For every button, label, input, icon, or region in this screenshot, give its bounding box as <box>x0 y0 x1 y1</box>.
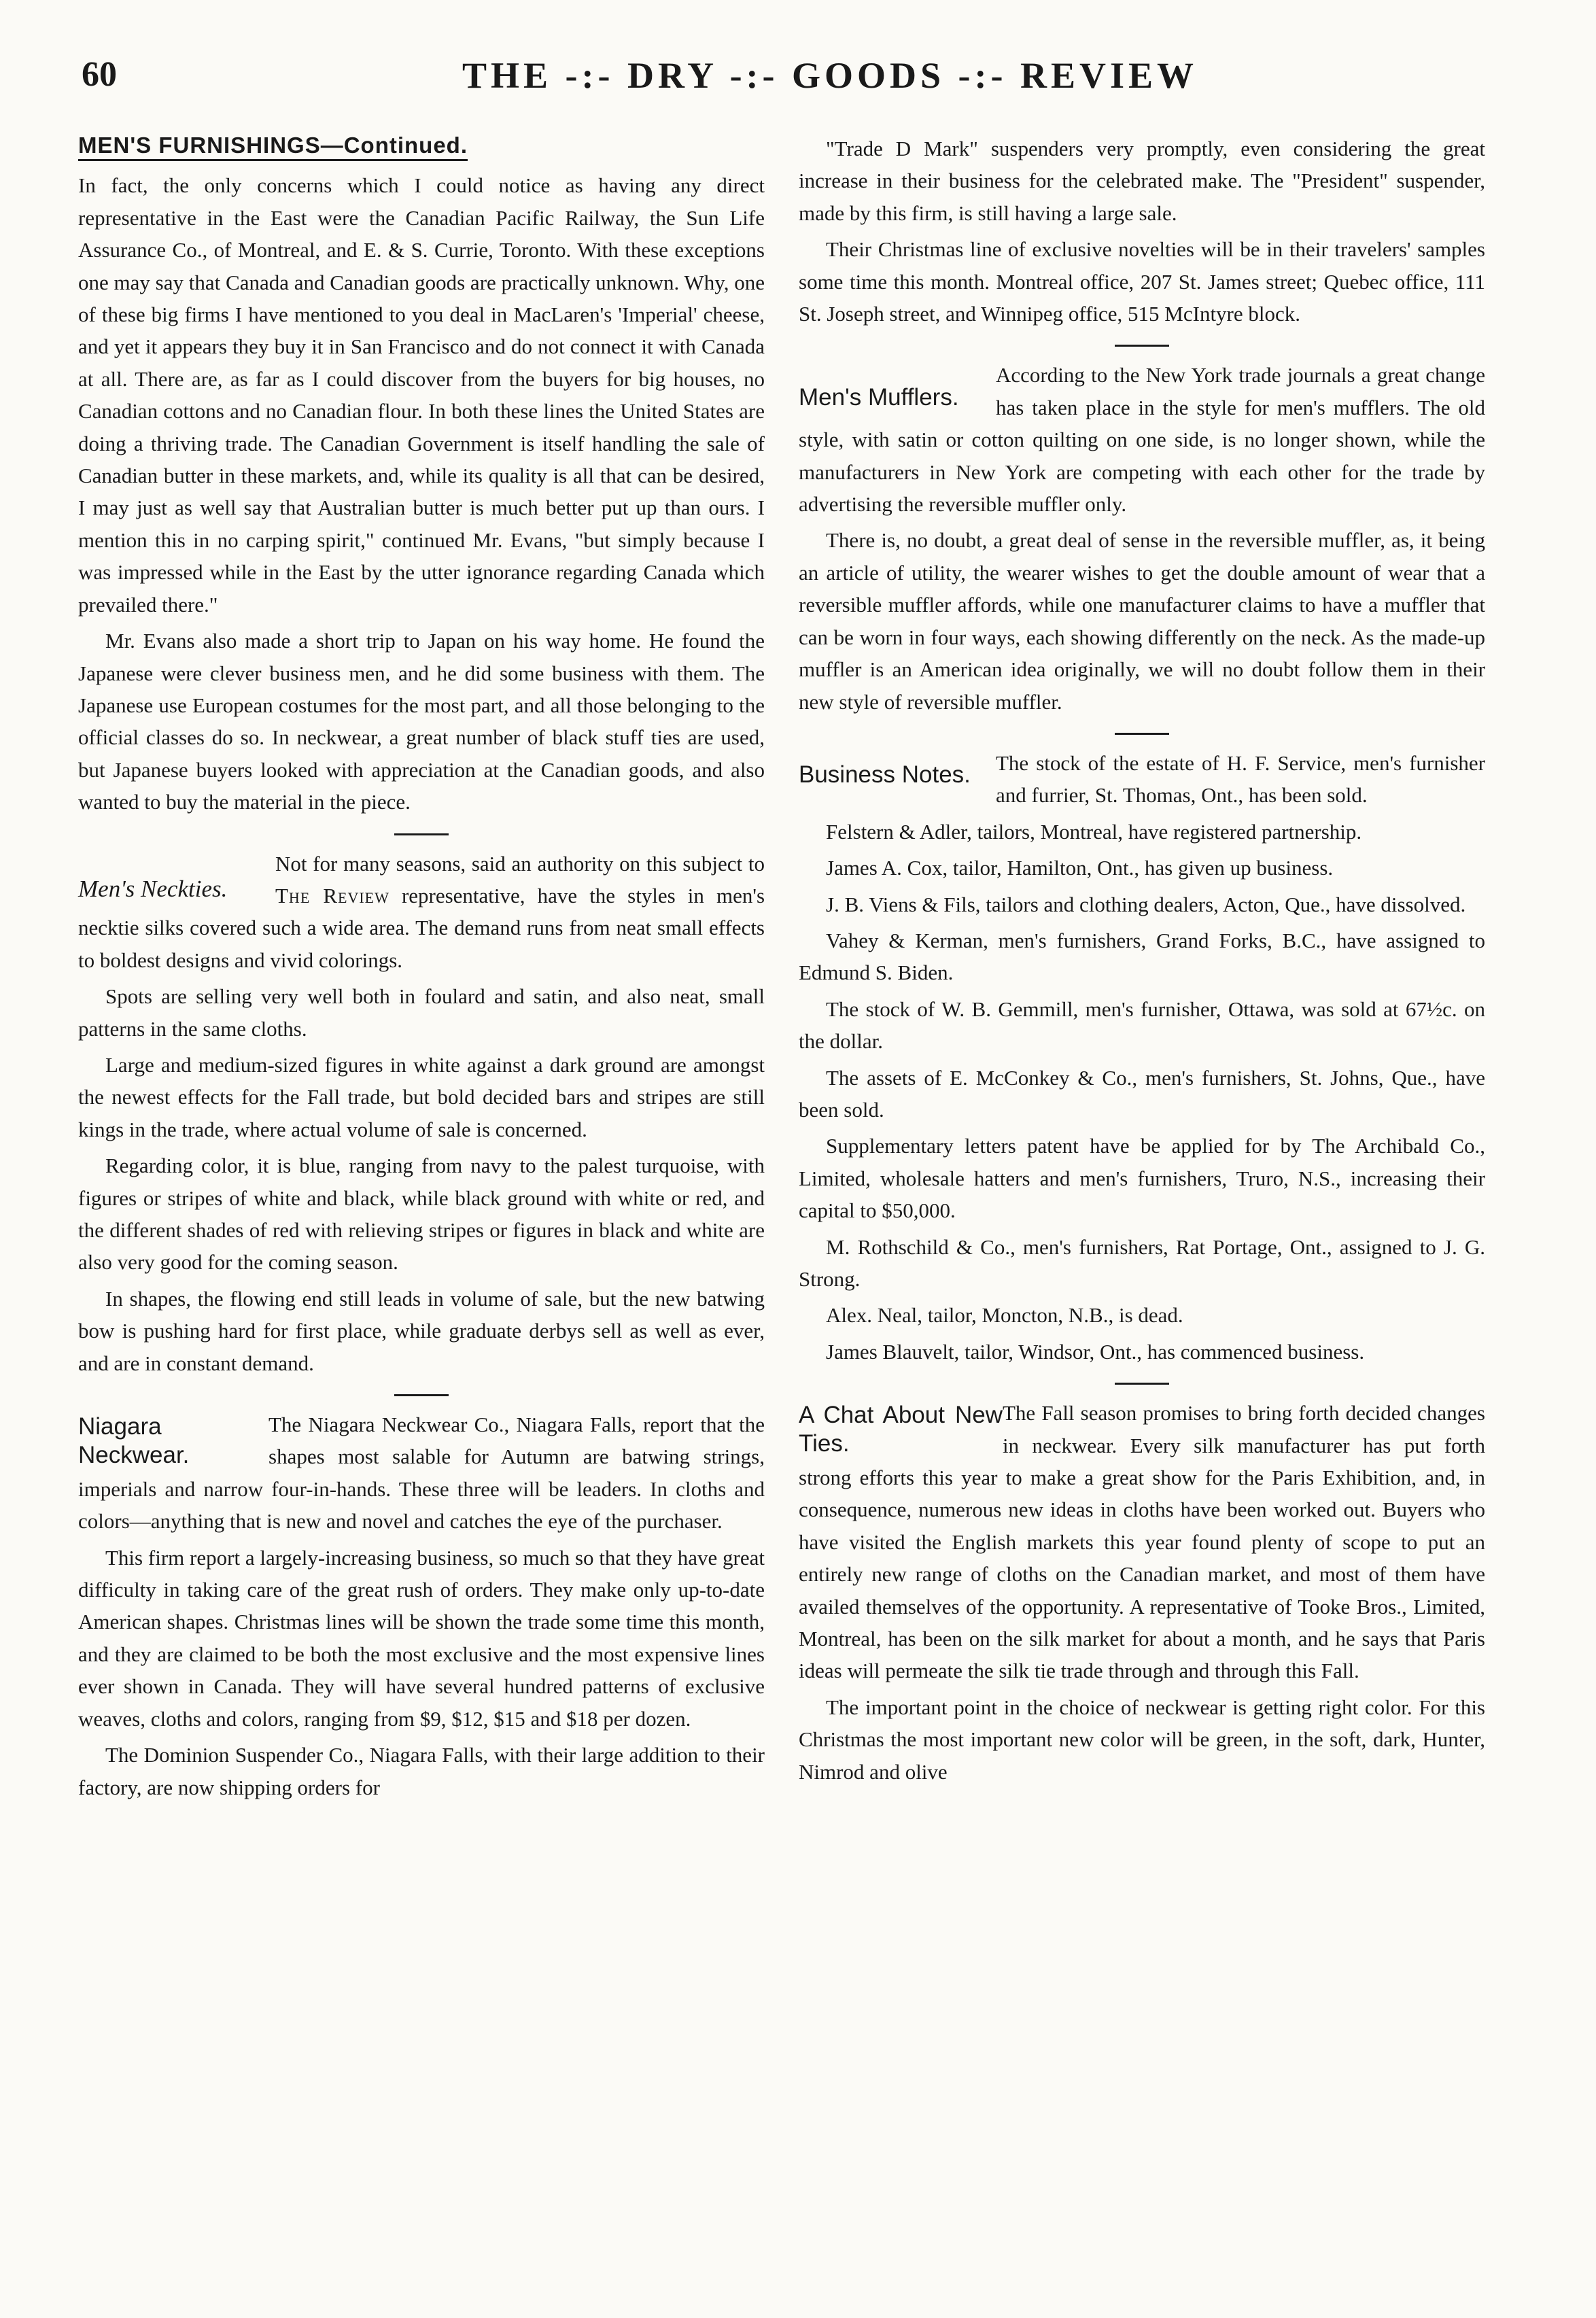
article-paragraph: The important point in the choice of neckwear is getting right color. For this Christmas the most important new color will be green, in the soft, dark, Hunter, Nimrod and olive <box>799 1695 1485 1784</box>
business-note: The stock of W. B. Gemmill, men's furnisher, Ottawa, was sold at 67½c. on the dollar. <box>799 997 1485 1054</box>
article-paragraph: Mr. Evans also made a short trip to Japan on his way home. He found the Japanese were clever business men, and he did some business with them. The Japanese use European costumes for the most part, and all those belonging to the official classes do so. In neckwear, a great number of black stuff ties are used, but Japanese buyers looked with appreciation at the Canadian goods, and also wanted to buy the material in the piece. <box>78 629 765 814</box>
business-notes-section <box>799 747 1485 1368</box>
masthead-title: THE -:- DRY -:- GOODS -:- REVIEW <box>462 55 1198 96</box>
business-note: Felstern & Adler, tailors, Montreal, have registered partnership. <box>826 819 1362 844</box>
article-paragraph: According to the New York trade journals a great change has taken place in the style for men's mufflers. The old style, with satin or cotton quilting on one side, is no longer shown, while the manufacturers in New York are competing with each other for the trade by advertising the reversible muffler only. <box>799 363 1485 517</box>
article-paragraph: Not for many seasons, said an authority on this subject to The Review representative, have the styles in men's necktie silks covered such a wide area. The demand runs from neat small effects to boldest designs and vivid colorings. <box>78 851 765 972</box>
article-paragraph: This firm report a largely-increasing business, so much so that they have great difficulty in taking care of the great rush of orders. They make only up-to-date American shapes. Christmas lines will be shown the trade some time this month, and they are claimed to be both the most exclusive and the most expensive lines ever shown in Canada. They will have several hundred patterns of exclusive weaves, cloths and colors, ranging from $9, $12, $15 and $18 per dozen. <box>78 1545 765 1731</box>
side-heading: Niagara Neckwear. <box>78 1413 190 1469</box>
section-divider <box>1115 345 1169 347</box>
business-note: James A. Cox, tailor, Hamilton, Ont., has given up business. <box>826 856 1334 880</box>
section-divider <box>1115 733 1169 735</box>
business-note: The assets of E. McConkey & Co., men's furnishers, St. Johns, Que., have been sold. <box>799 1065 1485 1122</box>
article-paragraph: There is, no doubt, a great deal of sense in the reversible muffler, as, it being an article of utility, the wearer wishes to get the double amount of wear that a reversible muffler affords, while one manufacturer claims to have a muffler that can be worn in four ways, each showing differently on the neck. As the made-up muffler is an American idea originally, we will no doubt follow them in their new style of reversible muffler. <box>799 528 1485 714</box>
section-divider <box>1115 1383 1169 1385</box>
business-note: The stock of the estate of H. F. Service, men's furnisher and furrier, St. Thomas, Ont., has been sold. <box>996 750 1485 808</box>
left-column <box>78 129 765 1807</box>
neckties-section <box>78 848 765 1380</box>
side-heading: Men's Neckties. <box>78 875 228 902</box>
article-paragraph: Spots are selling very well both in foulard and satin, and also neat, small patterns in the same cloths. <box>78 984 765 1041</box>
article-paragraph: The Niagara Neckwear Co., Niagara Falls, report that the shapes most salable for Autumn are batwing strings, imperials and narrow four-in-hands. These three will be leaders. In cloths and colors—anything that is new and novel and catches the eye of the purchaser. <box>78 1413 765 1534</box>
business-note: Alex. Neal, tailor, Moncton, N.B., is dead. <box>826 1303 1183 1328</box>
article-paragraph: Large and medium-sized figures in white against a dark ground are amongst the newest effects for the Fall trade, but bold decided bars and stripes are still kings in the trade, where actual volume of sale is concerned. <box>78 1052 765 1141</box>
article-paragraph: In shapes, the flowing end still leads in volume of sale, but the new batwing bow is pushing hard for first place, while graduate derbys sell as well as ever, and are in constant demand. <box>78 1286 765 1375</box>
article-paragraph: The Fall season promises to bring forth decided changes in neckwear. Every silk manufacturer has put forth strong efforts this year to make a great show for the Paris Exhibition, and, in consequence, numerous new ideas in cloths have been worked out. Buyers who have visited the English markets this year found plenty of scope to put an entirely new range of cloths on the Canadian market, and most of them have availed themselves of the opportunity. A representative of Tooke Bros., Limited, Montreal, has been on the silk market for about a month, and he says that Paris ideas will permeate the silk tie trade through and through this Fall. <box>799 1401 1485 1683</box>
section-divider <box>394 833 449 835</box>
mufflers-section <box>799 359 1485 717</box>
side-heading: A Chat About New Ties. <box>799 1402 1003 1457</box>
article-paragraph: Their Christmas line of exclusive novelties will be in their travelers' samples some time this month. Montreal office, 207 St. James street; Quebec office, 111 St. Joseph street, and Winnipeg office, 515 McIntyre block. <box>799 237 1485 326</box>
section-title: MEN'S FURNISHINGS—Continued. <box>78 129 765 161</box>
right-column <box>799 133 1485 1792</box>
business-note: Supplementary letters patent have be applied for by The Archibald Co., Limited, wholesale hatters and men's furnishers, Truro, N.S., increasing their capital to $50,000. <box>799 1134 1485 1223</box>
side-heading: Business Notes. <box>799 761 971 788</box>
article-paragraph: In fact, the only concerns which I could notice as having any direct representative in the East were the Canadian Pacific Railway, the Sun Life Assurance Co., of Montreal, and E. & S. Currie, Toronto. With these exceptions one may say that Canada and Canadian goods are practically unknown. Why, one of these big firms I have mentioned to you deal in MacLaren's 'Imperial' cheese, and yet it appears they buy it in San Francisco and do not connect it with Canada at all. There are, as far as I could discover from the buyers for big houses, no Canadian cottons and no Canadian flour. In both these lines the United States are doing a thriving trade. The Canadian Government is itself handling the sale of Canadian butter in these markets, and, while its quality is all that can be desired, I may just as well say that Australian butter is much better put up than ours. I mention this in no carping spirit," continued Mr. Evans, "but simply because I was impressed while in the East by the utter ignorance regarding Canada which prevailed there." <box>78 173 765 617</box>
section-divider <box>394 1394 449 1396</box>
chat-new-ties-section <box>799 1397 1485 1788</box>
business-note: M. Rothschild & Co., men's furnishers, Rat Portage, Ont., assigned to J. G. Strong. <box>799 1234 1485 1291</box>
page-header <box>0 54 1596 102</box>
side-heading: Men's Mufflers. <box>799 384 959 411</box>
article-paragraph: "Trade D Mark" suspenders very promptly, even considering the great increase in their business for the celebrated make. The "President" suspender, made by this firm, is still having a large sale. <box>799 137 1485 225</box>
article-paragraph: Regarding color, it is blue, ranging from navy to the palest turquoise, with figures or stripes of white and black, while black ground with white or red, and the different shades of red with relieving stripes or figures in black and white are also very good for the coming season. <box>78 1154 765 1275</box>
business-note: J. B. Viens & Fils, tailors and clothing dealers, Acton, Que., have dissolved. <box>826 892 1466 916</box>
article-paragraph: The Dominion Suspender Co., Niagara Falls, with their large addition to their factory, are now shipping orders for <box>78 1743 765 1799</box>
niagara-section <box>78 1408 765 1803</box>
business-note: Vahey & Kerman, men's furnishers, Grand Forks, B.C., have assigned to Edmund S. Biden. <box>799 928 1485 985</box>
business-note: James Blauvelt, tailor, Windsor, Ont., has commenced business. <box>826 1339 1365 1364</box>
page-number: 60 <box>82 55 117 94</box>
